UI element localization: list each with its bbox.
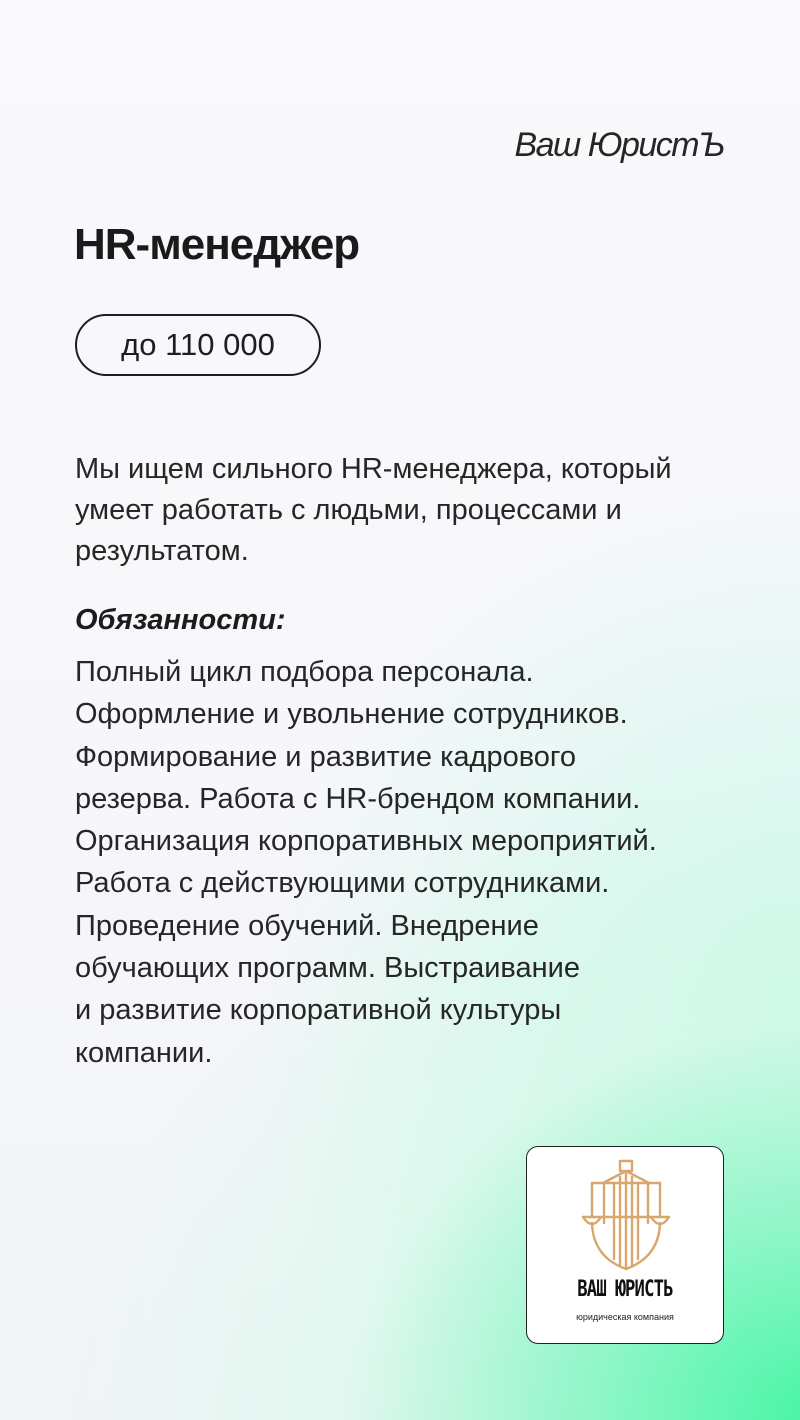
duties-line: компании.: [75, 1036, 213, 1069]
duties-line: Работа с действующими сотрудниками.: [75, 867, 610, 900]
brand-wordmark: Ваш ЮристЪ: [514, 126, 724, 164]
duties-line: Полный цикл подбора персонала.: [75, 656, 534, 688]
duties-line: Оформление и увольнение сотрудников.: [75, 698, 628, 731]
duties-line: Организация корпоративных мероприятий.: [75, 825, 657, 858]
duties-line: и развитие корпоративной культуры: [75, 994, 562, 1027]
duties-line: обучающих программ. Выстраивание: [75, 952, 580, 985]
vacancy-intro: Мы ищем сильного HR-менеджера, который умеет работать с людьми, процессами и результатом.: [75, 453, 672, 567]
salary-value: до 110 000: [121, 327, 275, 362]
duties-heading: Обязанности:: [75, 604, 286, 636]
duties-line: резерва. Работа с HR-брендом компании.: [75, 782, 641, 815]
duties-line: Проведение обучений. Внедрение: [75, 909, 539, 942]
pillar-scales-icon: [579, 1159, 673, 1273]
duties-text: [75, 651, 755, 1074]
salary-badge: [75, 314, 321, 376]
company-logo-card: [526, 1146, 724, 1344]
duties-line: Формирование и развитие кадрового: [75, 740, 576, 773]
logo-company-name: ВАШ ЮРИСТЬ: [577, 1277, 673, 1302]
vacancy-title: HR-менеджер: [74, 220, 360, 269]
logo-subtitle: юридическая компания: [576, 1312, 674, 1322]
